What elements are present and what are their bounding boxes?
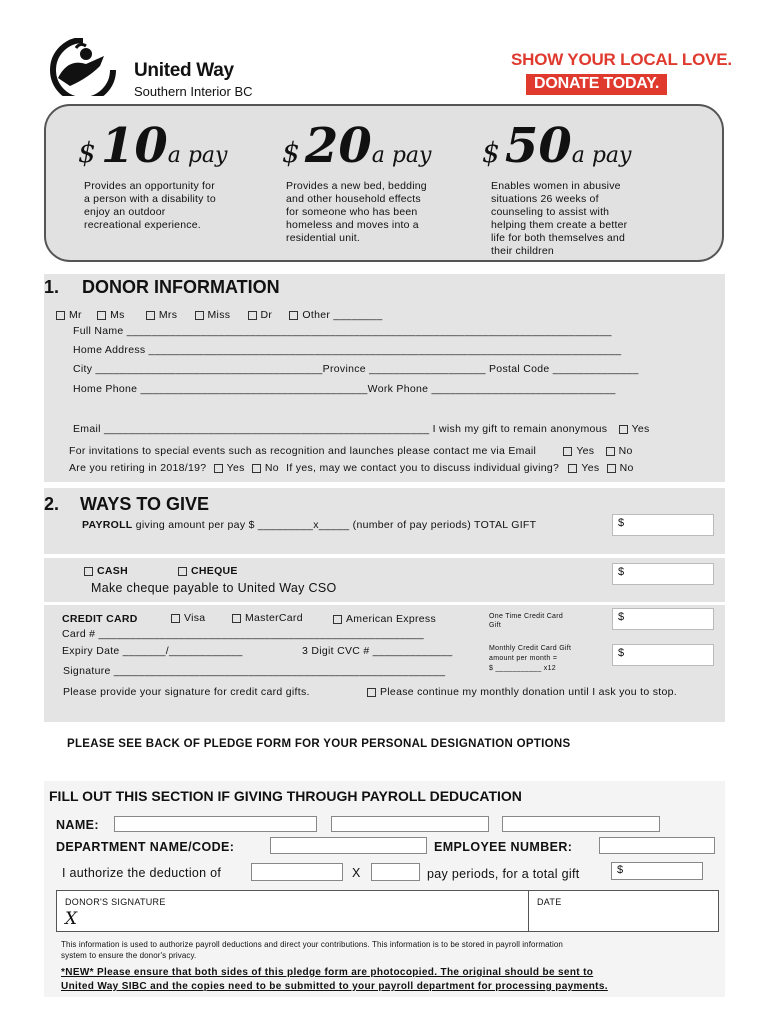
date-label: DATE [537, 897, 562, 907]
department-label: DEPARTMENT NAME/CODE: [56, 840, 235, 854]
title-options [56, 309, 383, 321]
amount-50: $ 50a pay [482, 118, 632, 174]
back-of-form-note: PLEASE SEE BACK OF PLEDGE FORM FOR YOUR PERSONAL DESIGNATION OPTIONS [67, 738, 571, 750]
amount-20-description: Provides a new bed, bedding and other household effects for someone who has been homeless and moves into a residential unit. [286, 180, 427, 244]
privacy-note: This information is used to authorize payroll deductions and direct your contributions. This information is to be stored in payroll information system to ensure the donor's privacy. [61, 940, 563, 960]
monthly-gift-field[interactable]: $ [612, 644, 714, 666]
mastercard-checkbox[interactable]: MasterCard [232, 612, 303, 624]
middle-name-input[interactable] [331, 816, 489, 832]
cvc-field[interactable]: 3 Digit CVC # _____________ [302, 645, 453, 657]
amex-checkbox[interactable]: American Express [333, 613, 436, 625]
total-gift-label: pay periods, for a total gift [427, 867, 580, 881]
visa-checkbox[interactable]: Visa [171, 612, 205, 624]
name-label: NAME: [56, 818, 99, 832]
payroll-total-gift-field[interactable]: $ [612, 514, 714, 536]
total-gift-input[interactable]: $ [611, 862, 703, 880]
contact-yes-checkbox[interactable]: Yes [568, 462, 599, 474]
slogan-line-2: DONATE TODAY. [526, 74, 667, 95]
times-symbol: X [352, 866, 361, 880]
title-other-checkbox[interactable]: Other ________ [289, 309, 382, 321]
section-1-number: 1. [44, 277, 60, 297]
card-number-field[interactable]: Card # _____________________________________________________ [62, 628, 424, 640]
signature-field[interactable]: Signature ______________________________________________________ [63, 665, 446, 677]
last-name-input[interactable] [502, 816, 660, 832]
monthly-gift-label: Monthly Credit Card Gift amount per month = $ ___________ x12 [489, 645, 572, 672]
org-name: United Way [134, 60, 234, 81]
donor-signature-label: DONOR'S SIGNATURE [65, 897, 166, 907]
anonymous-yes-checkbox[interactable]: Yes [619, 423, 650, 435]
title-mrs-checkbox[interactable]: Mrs [146, 309, 177, 321]
section-2-number: 2. [44, 494, 60, 514]
home-address-field[interactable]: Home Address _____________________________________________________________________________ [73, 344, 622, 356]
email-field[interactable]: Email _____________________________________________________ I wish my gift to remain anonymous Yes [73, 423, 650, 435]
expiry-date-field[interactable]: Expiry Date _______/____________ [62, 645, 243, 657]
credit-card-label: CREDIT CARD [62, 613, 138, 625]
one-time-gift-label: One Time Credit Card Gift [489, 613, 564, 629]
impact-examples-panel [44, 104, 724, 262]
department-input[interactable] [270, 837, 427, 854]
one-time-gift-field[interactable]: $ [612, 608, 714, 630]
cheque-payable-note: Make cheque payable to United Way CSO [91, 581, 337, 595]
amount-50-description: Enables women in abusive situations 26 weeks of counseling to assist with helping them create a better life for both themselves and their children [491, 180, 628, 257]
title-mr-checkbox[interactable]: Mr [56, 309, 82, 321]
section-1-title: DONOR INFORMATION [82, 277, 280, 297]
retire-yes-checkbox[interactable]: Yes [214, 462, 245, 474]
title-miss-checkbox[interactable]: Miss [195, 309, 231, 321]
invite-no-checkbox[interactable]: No [606, 445, 633, 457]
contact-no-checkbox[interactable]: No [607, 462, 634, 474]
title-ms-checkbox[interactable]: Ms [97, 309, 125, 321]
title-dr-checkbox[interactable]: Dr [248, 309, 273, 321]
signature-date-box [56, 890, 719, 932]
employee-number-input[interactable] [599, 837, 715, 854]
signature-x-mark: X [65, 909, 78, 929]
authorize-label: I authorize the deduction of [62, 866, 222, 880]
invite-yes-checkbox[interactable]: Yes [563, 445, 594, 457]
payroll-deduction-section [44, 781, 725, 997]
retire-no-checkbox[interactable]: No [252, 462, 279, 474]
deduction-amount-input[interactable] [251, 863, 343, 881]
employee-number-label: EMPLOYEE NUMBER: [434, 840, 573, 854]
first-name-input[interactable] [114, 816, 317, 832]
cheque-checkbox[interactable]: CHEQUE [178, 565, 238, 577]
photocopy-note: *NEW* Please ensure that both sides of this pledge form are photocopied. The original should be sent to United Way SIBC and the copies need to be submitted to your payroll department for processing payments. [61, 967, 608, 992]
payroll-giving-row[interactable]: PAYROLL giving amount per pay $ _________x_____ (number of pay periods) TOTAL GIFT [82, 519, 537, 531]
payroll-section-title: FILL OUT THIS SECTION IF GIVING THROUGH PAYROLL DEDUCATION [49, 788, 522, 804]
amount-10: $ 10a pay [78, 118, 228, 174]
invitation-row: For invitations to special events such as recognition and launches please contact me via Email Yes No [69, 445, 633, 457]
slogan-line-1: SHOW YOUR LOCAL LOVE. [511, 50, 732, 69]
cash-checkbox[interactable]: CASH [84, 565, 128, 577]
org-subtitle: Southern Interior BC [134, 84, 253, 99]
retiring-row: Are you retiring in 2018/19? Yes No If yes, may we contact you to discuss individual giving? Yes No [69, 462, 634, 474]
cash-cheque-amount-field[interactable]: $ [612, 563, 714, 585]
city-province-postal-field[interactable]: City _____________________________________Province ___________________ Postal Code ______________ [73, 363, 639, 375]
pay-periods-input[interactable] [371, 863, 420, 881]
full-name-field[interactable]: Full Name _______________________________________________________________________________ [73, 325, 612, 337]
date-input[interactable] [535, 905, 713, 929]
united-way-logo-icon [46, 38, 120, 96]
amount-20: $ 20a pay [282, 118, 432, 174]
phone-field[interactable]: Home Phone _____________________________________Work Phone ______________________________ [73, 383, 616, 395]
donor-signature-input[interactable] [67, 905, 522, 929]
signature-note: Please provide your signature for credit card gifts. [63, 686, 310, 698]
amount-10-description: Provides an opportunity for a person with a disability to enjoy an outdoor recreational experience. [84, 180, 216, 231]
section-2-title: WAYS TO GIVE [80, 494, 210, 514]
continue-monthly-checkbox[interactable]: Please continue my monthly donation until I ask you to stop. [367, 686, 677, 698]
